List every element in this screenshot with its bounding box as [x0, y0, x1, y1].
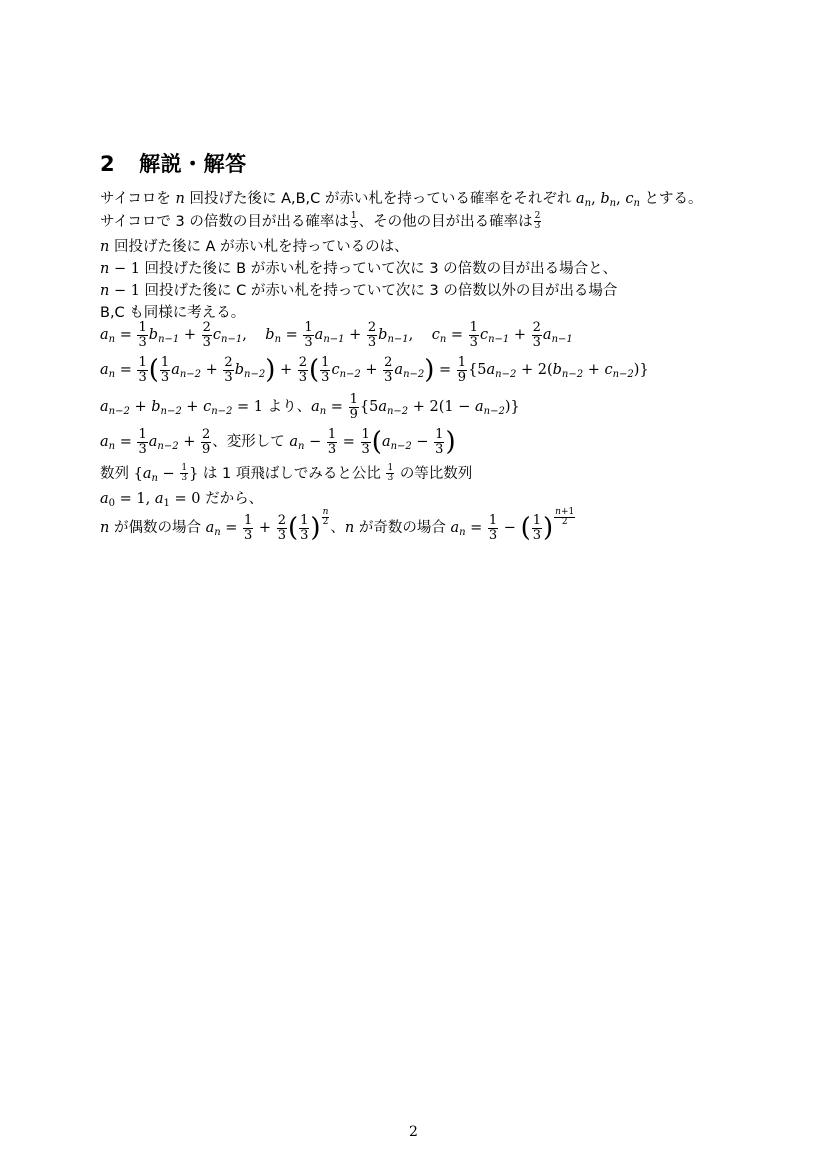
page-number: 2 [409, 1124, 418, 1140]
prob-text-b: 、その他の目が出る確率は [358, 213, 533, 230]
fraction-two-thirds: $\frac{2}{3}$ [534, 211, 541, 232]
text-line-3: n 回投げた後に A が赤い札を持っているのは、 [100, 239, 409, 255]
equation-substitution: $a_n$ = $\frac{1}{3}$ ( $\frac{1}{3}$ $a_{n-2}$ + $\frac{2}{3}$ $b_{n-2}$) + $\frac{2}{3}$ ( $\frac{1}{3}$ $c_{n-2}$ + $\frac{2}{3}$ $a_{n-2}$) = $\frac{1}{9}$ $\{5a_{n-2} + 2(b_{n-2} + c_{n-2})\}$ [100, 355, 649, 386]
equation-answer: n が偶数の場合 $a_n$ = $\frac{1}{3}$ + $\frac{2}{3}$ ( $\frac{1}{3}$ ) $\frac{n}{2}$ 、n が奇数の場合 $a_n$ = $\frac{1}{3}$ − ( $\frac{1}{3}$ ) $\frac{n+1}{2}$ [100, 507, 575, 544]
also-similar-text: B,C も同様に考える。 [100, 305, 246, 321]
transform-text: 、変形して [212, 434, 285, 451]
section-heading [100, 148, 247, 178]
text-line-5: n − 1 回投げた後に C が赤い札を持っていて次に 3 の倍数以外の目が出る場合 [100, 283, 618, 299]
section-number: 2 [100, 152, 116, 176]
sequence-text-b: は 1 項飛ばしでみると公比 [202, 465, 381, 482]
text-line-2 [100, 212, 542, 232]
sequence-text-a: 数列 [100, 465, 129, 482]
sequence-text-c: の等比数列 [399, 465, 473, 482]
fraction-one-third: $\frac{1}{3}$ [350, 211, 357, 232]
text-initial-values: $a_0 = 1$, $a_1 = 0$ だから、 [100, 491, 264, 509]
hence-text: より、 [267, 399, 312, 416]
text-line-1: サイコロを n 回投げた後に A,B,C が赤い札を持っている確率をそれぞれ $a_n$, $b_n$, $c_n$ とする。 [100, 191, 703, 209]
section-title: 解説・解答 [139, 152, 247, 176]
text-line-6 [100, 306, 245, 321]
text-line-4: n − 1 回投げた後に B が赤い札を持っていて次に 3 の倍数の目が出る場合と、 [100, 261, 618, 277]
text-sequence: 数列 {$a_n$ − $\frac{1}{3}$ } は 1 項飛ばしでみると公比 $\frac{1}{3}$ の等比数列 [100, 463, 473, 484]
equation-sum-one: $a_{n-2} + b_{n-2} + c_{n-2} = 1$ より、$a_n$ = $\frac{1}{9}$ $\{5a_{n-2} + 2(1 - a_{n-2})\}$ [100, 392, 520, 422]
equation-transform: $a_n$ = $\frac{1}{3}$ $a_{n-2}$ + $\frac{2}{9}$ 、変形して $a_n$ − $\frac{1}{3}$ = $\frac{1}{3}$ ($a_{n-2}$ − $\frac{1}{3}$ ) [100, 427, 456, 458]
prob-text-a: サイコロで 3 の倍数の目が出る確率は [100, 213, 349, 230]
equation-recurrences: $a_n$ = $\frac{1}{3}$ $b_{n-1}$ + $\frac{2}{3}$ $c_{n-1}$, $b_n$ = $\frac{1}{3}$ $a_{n-1}$ + $\frac{2}{3}$ $b_{n-1}$, $c_n$ = $\frac{1}{3}$ $c_{n-1}$ + $\frac{2}{3}$ $a_{n-1}$ [100, 320, 573, 350]
